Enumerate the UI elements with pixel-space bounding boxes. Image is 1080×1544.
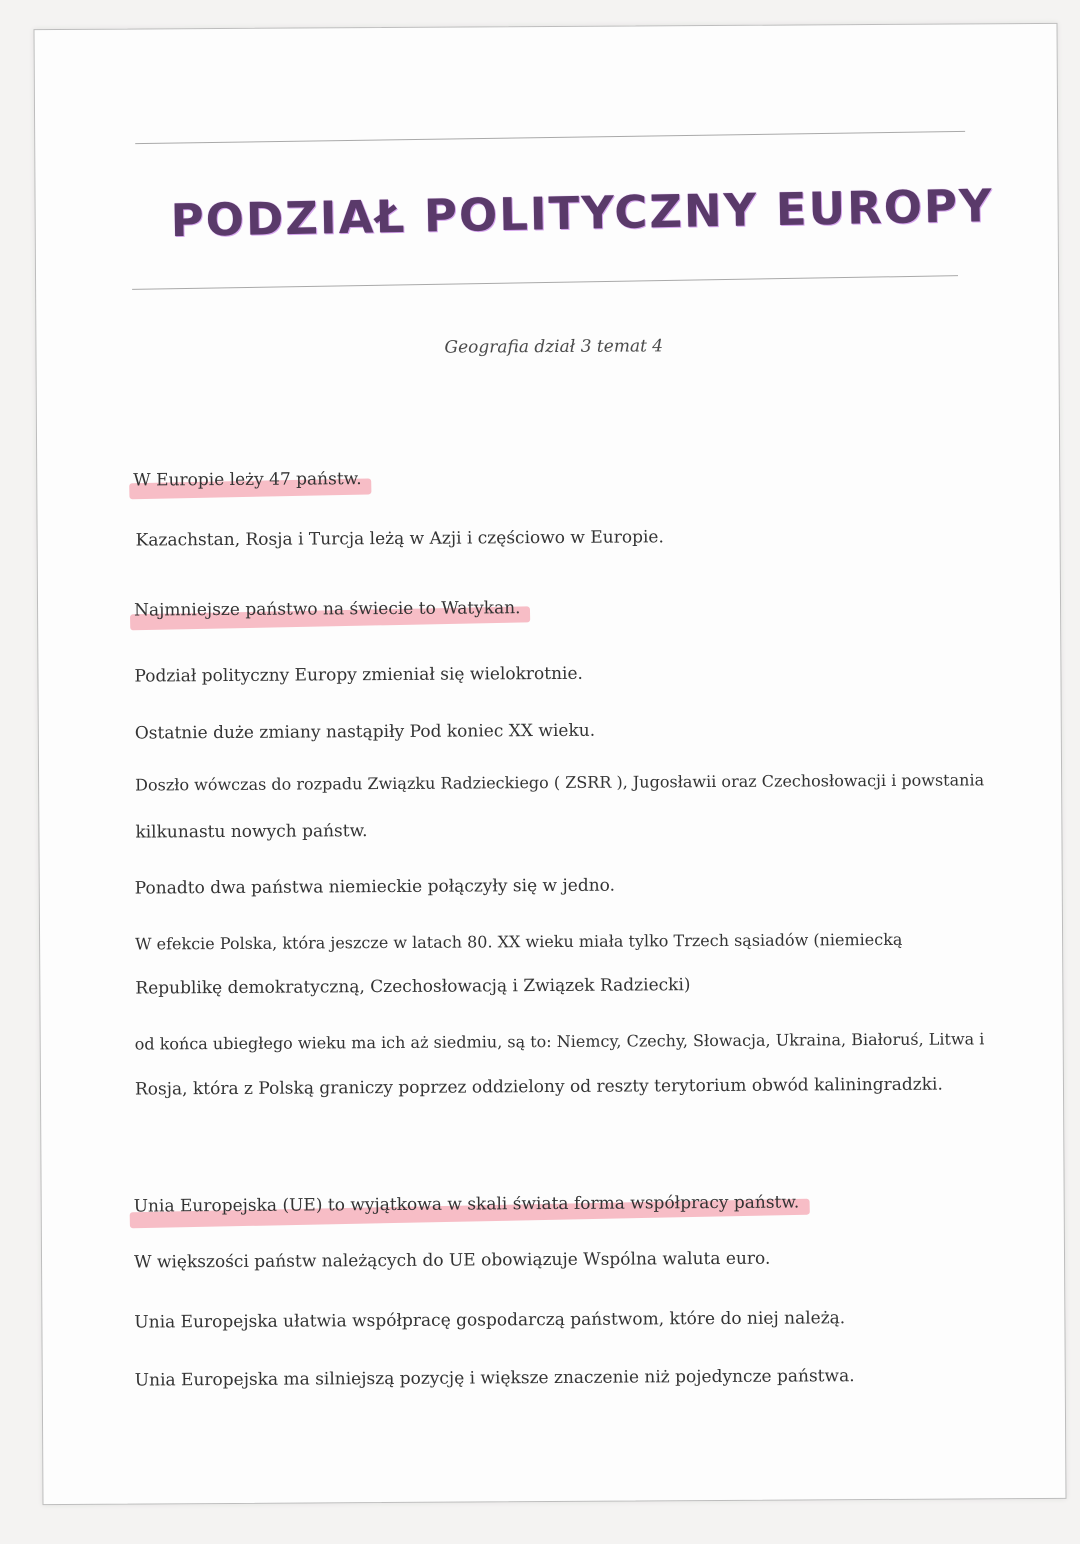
text-line: Doszło wówczas do rozpadu Związku Radzieckiego ( ZSRR ), Jugosławii oraz Czechosłowacji i powstania	[135, 770, 985, 795]
top-divider	[135, 131, 965, 144]
subtitle: Geografia dział 3 temat 4	[444, 336, 664, 358]
line-text: Najmniejsze państwo na świecie to Watykan.	[133, 598, 521, 621]
line-text: Unia Europejska (UE) to wyjątkowa w skali świata forma współpracy państw.	[133, 1192, 800, 1217]
highlighted-line	[134, 597, 521, 621]
line-text: W Europie leży 47 państw.	[133, 469, 362, 491]
page-title: PODZIAŁ POLITYCZNY EUROPY	[170, 179, 995, 248]
text-line: Ostatnie duże zmiany nastąpiły Pod koniec XX wieku.	[134, 720, 596, 744]
text-line: W większości państw należących do UE obowiązuje Wspólna waluta euro.	[133, 1248, 771, 1273]
highlighted-line	[134, 1191, 800, 1217]
text-line: Podział polityczny Europy zmieniał się wielokrotnie.	[134, 663, 583, 687]
text-line: W efekcie Polska, która jeszcze w latach 80. XX wieku miała tylko Trzech sąsiadów (niemiecką	[135, 929, 903, 954]
text-line: Republikę demokratyczną, Czechosłowacją i Związek Radziecki)	[135, 975, 691, 999]
text-line: Kazachstan, Rosja i Turcja leżą w Azji i częściowo w Europie.	[135, 527, 664, 551]
paper-sheet	[34, 23, 1067, 1505]
text-line: od końca ubiegłego wieku ma ich aż siedmiu, są to: Niemcy, Czechy, Słowacja, Ukraina, Białoruś, Litwa i	[134, 1029, 985, 1054]
highlighted-line	[133, 468, 361, 491]
text-line: Ponadto dwa państwa niemieckie połączyły się w jedno.	[134, 875, 616, 899]
text-line: Rosja, która z Polską graniczy poprzez oddzielony od reszty terytorium obwód kaliningradzki.	[134, 1074, 943, 1100]
text-line: kilkunastu nowych państw.	[135, 821, 368, 843]
text-line: Unia Europejska ułatwia współpracę gospodarczą państwom, które do niej należą.	[134, 1308, 846, 1333]
text-line: Unia Europejska ma silniejszą pozycję i większe znaczenie niż pojedyncze państwa.	[134, 1366, 855, 1391]
title-divider	[132, 275, 958, 290]
